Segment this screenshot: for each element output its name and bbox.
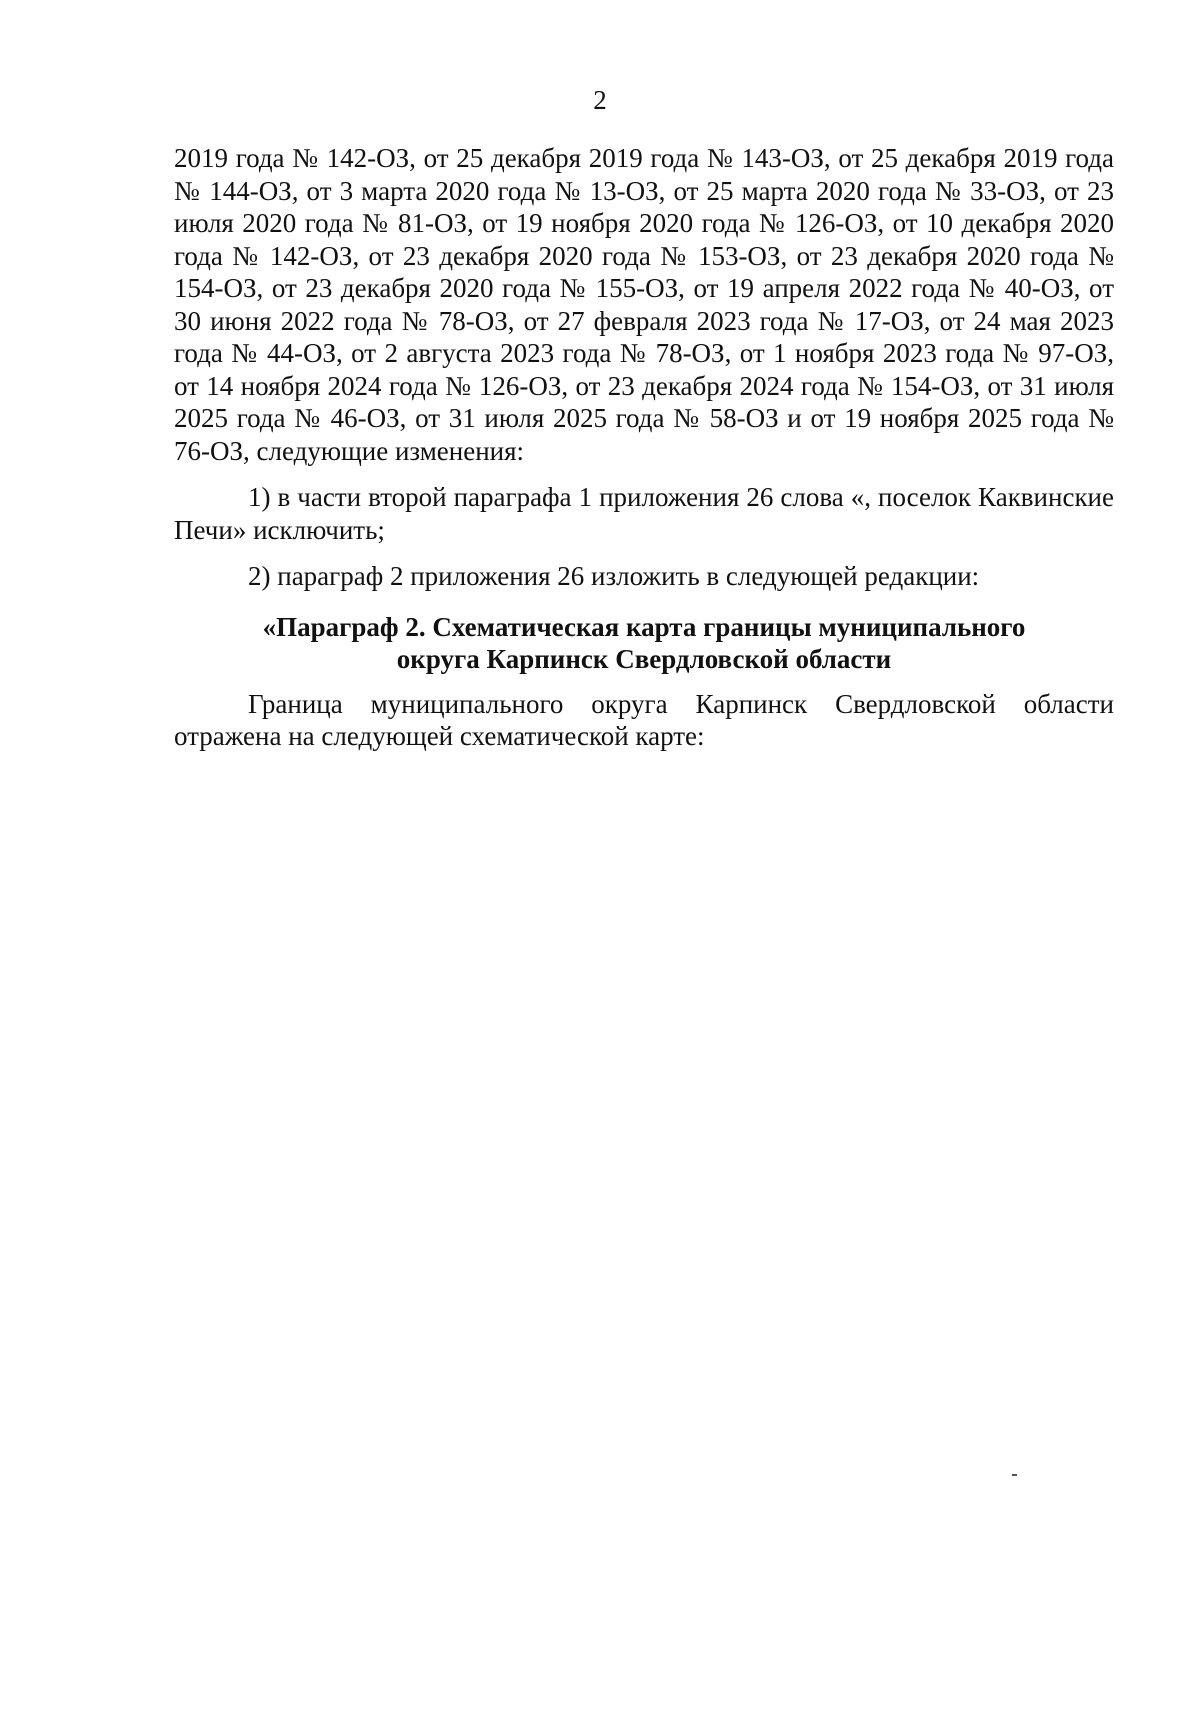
amendments-paragraph: 2019 года № 142-ОЗ, от 25 декабря 2019 года № 143-ОЗ, от 25 декабря 2019 года № 144-ОЗ, от 3 марта 2020 года № 13-ОЗ, от 25 марта 2020 года № 33-ОЗ, от 23 июля 2020 года № 81-ОЗ, от 19 ноября 2020 года № 126-ОЗ, от 10 декабря 2020 года № 142-ОЗ, от 23 декабря 2020 года № 153-ОЗ, от 23 декабря 2020 года № 154-ОЗ, от 23 декабря 2020 года № 155-ОЗ, от 19 апреля 2022 года № 40-ОЗ, от 30 июня 2022 года № 78-ОЗ, от 27 февраля 2023 года № 17-ОЗ, от 24 мая 2023 года № 44-ОЗ, от 2 августа 2023 года № 78-ОЗ, от 1 ноября 2023 года № 97-ОЗ, от 14 ноября 2024 года № 126-ОЗ, от 23 декабря 2024 года № 154-ОЗ, от 31 июля 2025 года № 46-ОЗ, от 31 июля 2025 года № 58-ОЗ и от 19 ноября 2025 года № 76-ОЗ, следующие изменения: [174,143,1114,466]
scan-artifact-mark [1012,1474,1017,1476]
section-heading [174,611,1114,676]
section-heading-line-1: «Параграф 2. Схематическая карта границы муниципального [262,611,1026,642]
list-item-2: 2) параграф 2 приложения 26 изложить в следующей редакции: [248,561,980,591]
section-heading-line-2: округа Карпинск Свердловской области [396,644,892,674]
list-item-1: 1) в части второй параграфа 1 приложения 26 слова «, поселок Каквинские Печи» исключить; [174,482,1114,545]
page-number: 2 [593,85,607,115]
document-body [174,142,1114,753]
intro-paragraph: Граница муниципального округа Карпинск Свердловской области отражена на следующей схематической карте: [174,688,1114,751]
